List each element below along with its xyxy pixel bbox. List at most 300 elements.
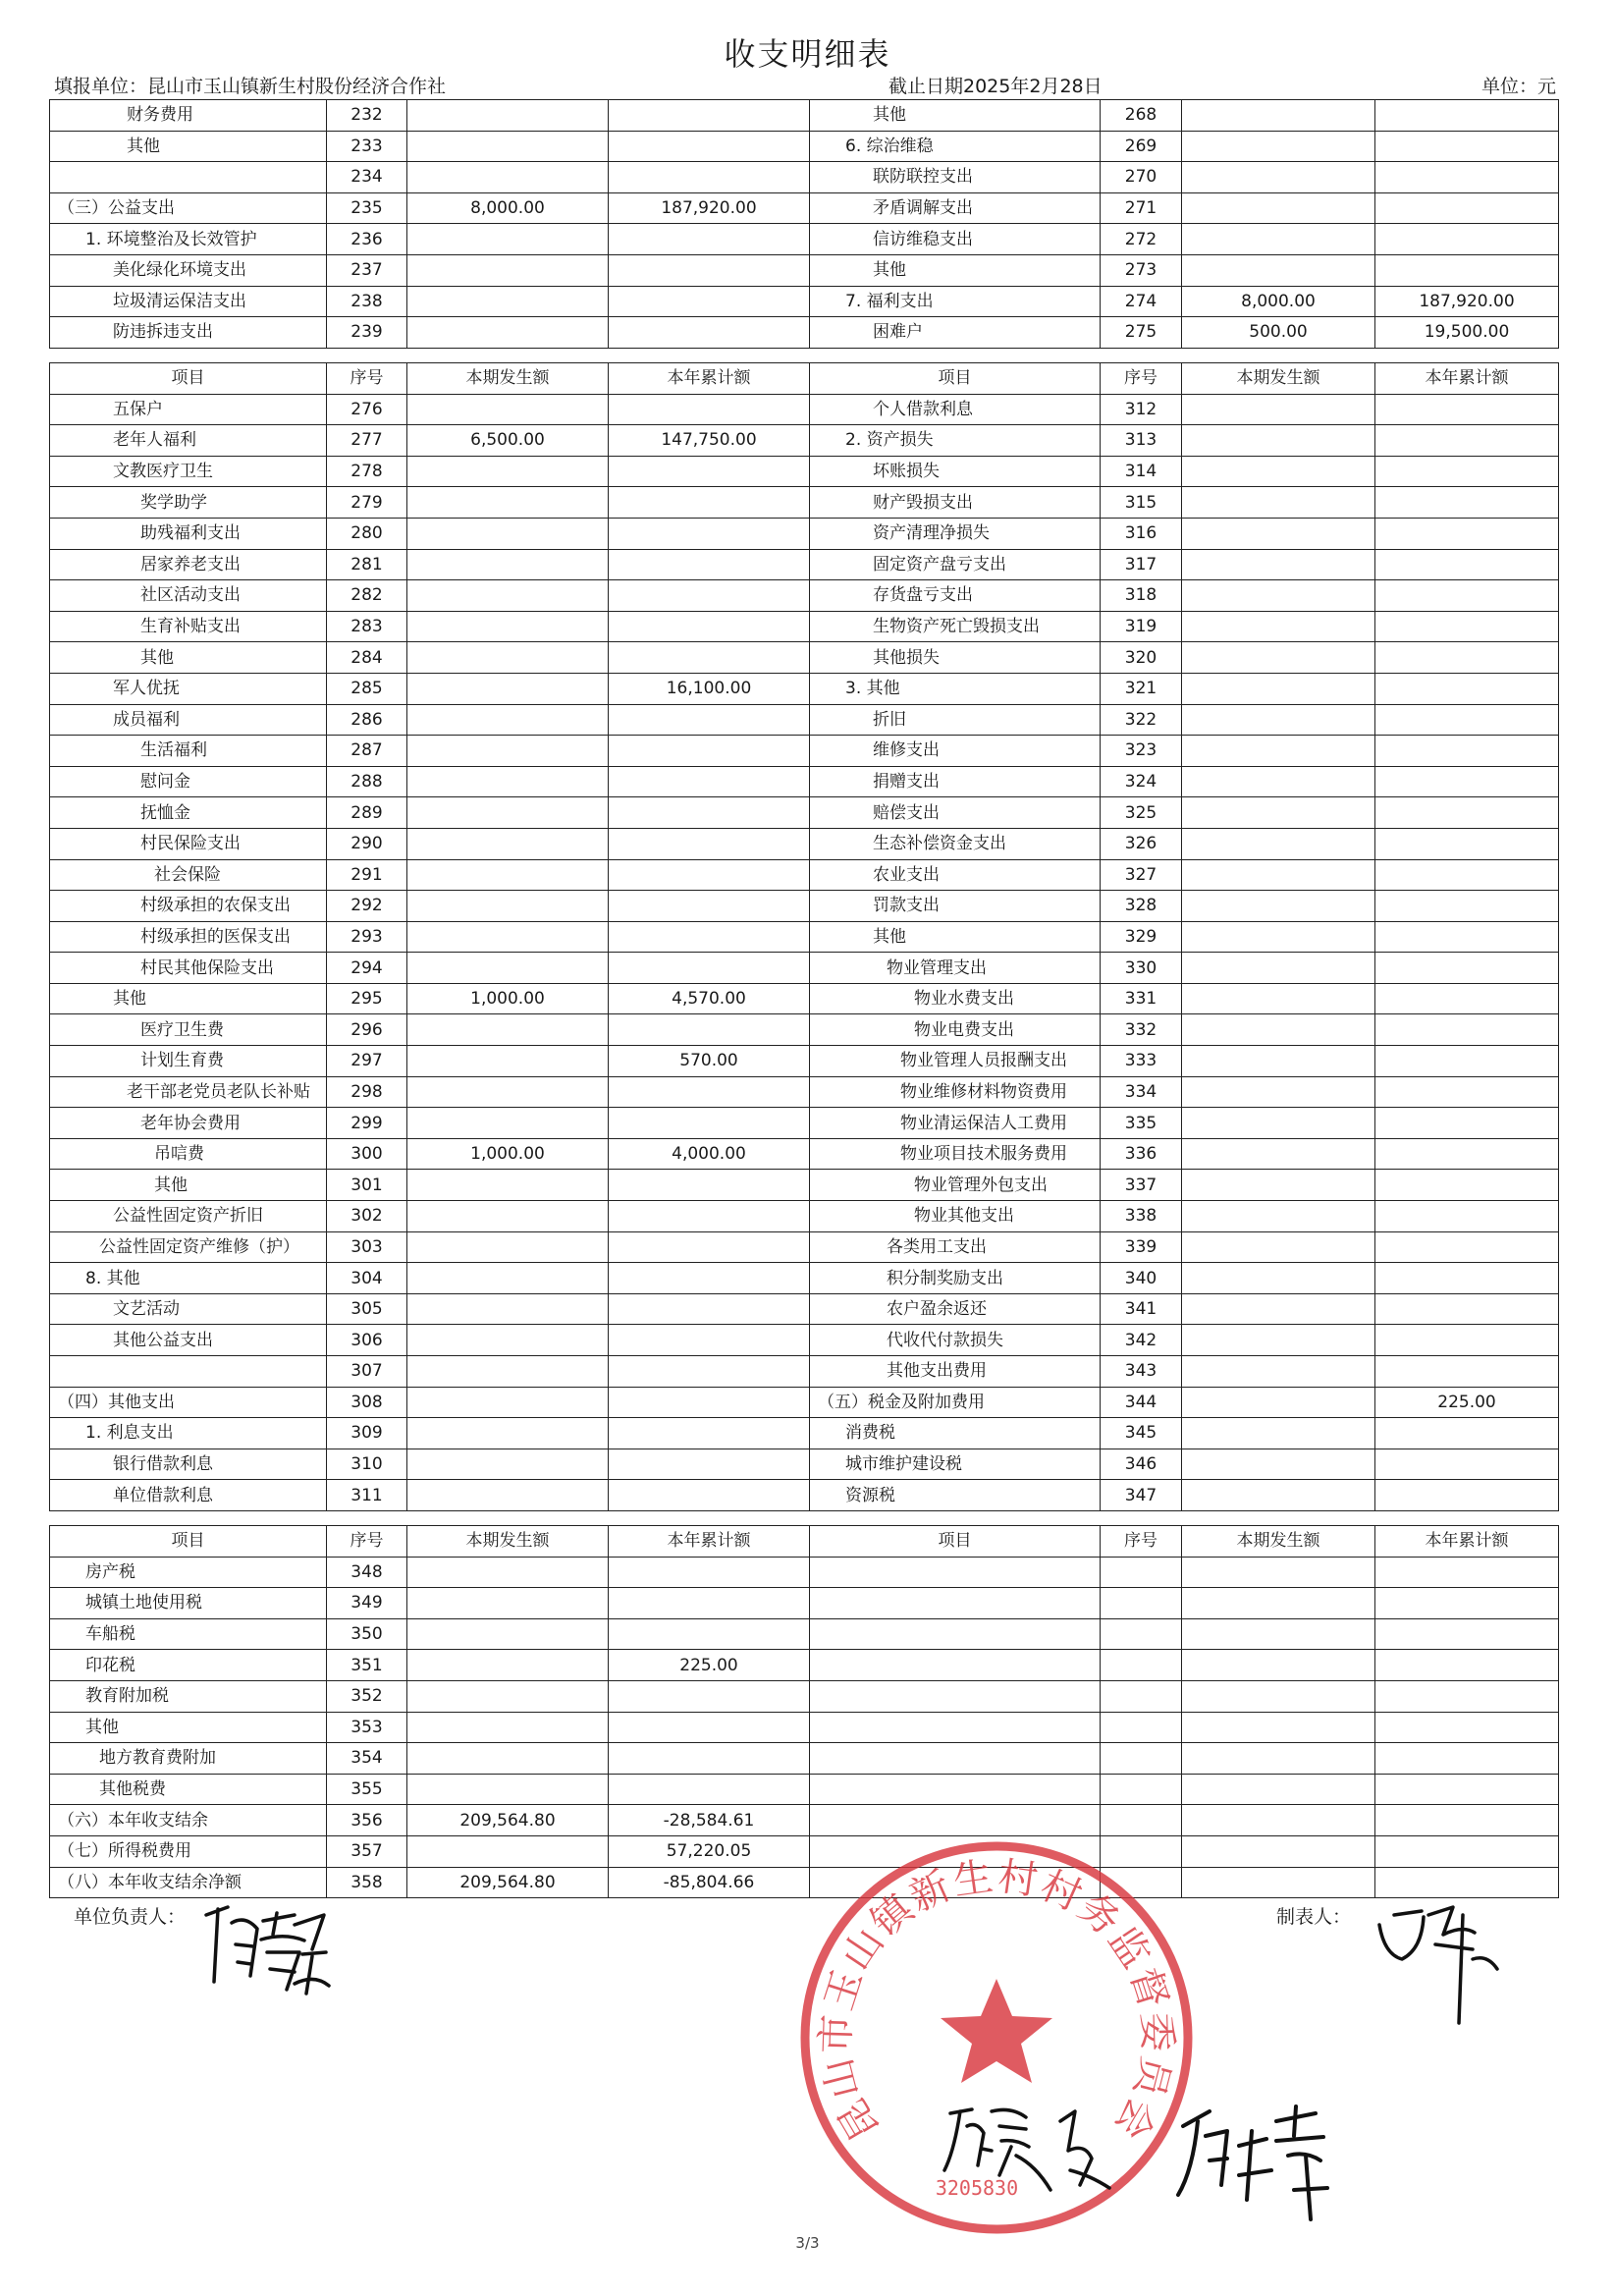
ytd-amount	[609, 1588, 810, 1619]
current-amount	[1182, 1835, 1375, 1867]
detail-table-2	[49, 362, 1559, 1511]
seq-number: 233	[327, 131, 407, 162]
column-header-ytd: 本年累计额	[609, 1526, 810, 1558]
current-amount	[1182, 254, 1375, 286]
item-name: 其他	[50, 1712, 327, 1743]
seq-number: 329	[1101, 921, 1182, 953]
table-row	[50, 254, 1559, 286]
column-header-ytd: 本年累计额	[609, 363, 810, 395]
current-amount	[1182, 766, 1375, 797]
seq-number: 292	[327, 891, 407, 922]
current-amount	[407, 736, 609, 767]
item-name: 村级承担的农保支出	[50, 891, 327, 922]
seq-number: 237	[327, 254, 407, 286]
ytd-amount	[609, 1170, 810, 1201]
item-name: 7. 福利支出	[810, 286, 1101, 317]
ytd-amount	[1375, 1650, 1559, 1681]
item-name: 吊唁费	[50, 1138, 327, 1170]
current-amount	[407, 1293, 609, 1325]
seq-number: 312	[1101, 394, 1182, 425]
column-header-current: 本期发生额	[1182, 363, 1375, 395]
item-name: 6. 综治维稳	[810, 131, 1101, 162]
current-amount	[1182, 1293, 1375, 1325]
current-amount	[407, 704, 609, 736]
current-amount	[407, 859, 609, 891]
current-amount: 209,564.80	[407, 1805, 609, 1836]
item-name: 代收代付款损失	[810, 1325, 1101, 1356]
table-row	[50, 1712, 1559, 1743]
item-name: 单位借款利息	[50, 1480, 327, 1511]
current-amount	[407, 1449, 609, 1480]
current-amount	[1182, 1618, 1375, 1650]
item-name: 村民保险支出	[50, 828, 327, 859]
item-name: （五）税金及附加费用	[810, 1387, 1101, 1418]
current-amount	[407, 1014, 609, 1046]
seq-number: 347	[1101, 1480, 1182, 1511]
table-row	[50, 1231, 1559, 1263]
item-name: 农业支出	[810, 859, 1101, 891]
table-row	[50, 704, 1559, 736]
ytd-amount	[1375, 1170, 1559, 1201]
seq-number: 270	[1101, 162, 1182, 193]
current-amount	[1182, 1805, 1375, 1836]
ytd-amount: 187,920.00	[609, 192, 810, 224]
ytd-amount	[609, 1076, 810, 1108]
current-amount	[407, 1108, 609, 1139]
seq-number: 349	[327, 1588, 407, 1619]
ytd-amount: 225.00	[609, 1650, 810, 1681]
seq-number: 354	[327, 1743, 407, 1775]
current-amount	[1182, 983, 1375, 1014]
seq-number: 278	[327, 456, 407, 487]
item-name: 消费税	[810, 1418, 1101, 1449]
current-amount	[407, 549, 609, 580]
ytd-amount	[609, 1712, 810, 1743]
table-row	[50, 580, 1559, 612]
table-row	[50, 224, 1559, 255]
item-name	[810, 1618, 1101, 1650]
ytd-amount	[609, 891, 810, 922]
current-amount	[407, 673, 609, 704]
seq-number: 317	[1101, 549, 1182, 580]
table-row	[50, 1046, 1559, 1077]
seq-number: 331	[1101, 983, 1182, 1014]
ytd-amount	[609, 1449, 810, 1480]
item-name: 村民其他保险支出	[50, 953, 327, 984]
table-row	[50, 983, 1559, 1014]
current-amount	[1182, 797, 1375, 829]
seq-number	[1101, 1557, 1182, 1588]
ytd-amount	[609, 1325, 810, 1356]
seq-number: 337	[1101, 1170, 1182, 1201]
current-amount	[1182, 859, 1375, 891]
current-amount	[407, 1325, 609, 1356]
item-name: 物业电费支出	[810, 1014, 1101, 1046]
seq-number: 296	[327, 1014, 407, 1046]
item-name: 地方教育费附加	[50, 1743, 327, 1775]
seq-number: 289	[327, 797, 407, 829]
current-amount	[1182, 828, 1375, 859]
seq-number: 343	[1101, 1356, 1182, 1388]
table-row	[50, 394, 1559, 425]
page-title: 收支明细表	[724, 35, 891, 73]
current-amount	[1182, 1138, 1375, 1170]
current-amount	[1182, 131, 1375, 162]
seq-number: 328	[1101, 891, 1182, 922]
ytd-amount: 225.00	[1375, 1387, 1559, 1418]
ytd-amount	[609, 1293, 810, 1325]
table-row	[50, 1867, 1559, 1898]
ytd-amount	[609, 518, 810, 549]
item-name: 社区活动支出	[50, 580, 327, 612]
table-row	[50, 1418, 1559, 1449]
table-row	[50, 1014, 1559, 1046]
ytd-amount	[609, 1356, 810, 1388]
stamp-ring-text: 昆山市玉山镇新生村村务监督委员会	[813, 1853, 1180, 2149]
signature-preparer	[1379, 1907, 1497, 2023]
item-name: 村级承担的医保支出	[50, 921, 327, 953]
item-name: 生物资产死亡毁损支出	[810, 611, 1101, 642]
ytd-amount	[609, 766, 810, 797]
item-name: 1. 利息支出	[50, 1418, 327, 1449]
current-amount	[407, 1557, 609, 1588]
item-name: 资产清理净损失	[810, 518, 1101, 549]
seq-number	[1101, 1835, 1182, 1867]
table-row	[50, 1356, 1559, 1388]
item-name: 生活福利	[50, 736, 327, 767]
seq-number: 308	[327, 1387, 407, 1418]
table-row	[50, 425, 1559, 457]
seq-number: 232	[327, 100, 407, 132]
current-amount	[407, 1618, 609, 1650]
seq-number: 300	[327, 1138, 407, 1170]
table-row	[50, 921, 1559, 953]
item-name: 物业管理人员报酬支出	[810, 1046, 1101, 1077]
table-row	[50, 1588, 1559, 1619]
seq-number: 306	[327, 1325, 407, 1356]
current-amount	[1182, 1387, 1375, 1418]
item-name: 垃圾清运保洁支出	[50, 286, 327, 317]
current-amount	[407, 891, 609, 922]
ytd-amount	[1375, 1557, 1559, 1588]
seq-number: 307	[327, 1356, 407, 1388]
seq-number	[1101, 1774, 1182, 1805]
seq-number: 333	[1101, 1046, 1182, 1077]
signature-leader	[206, 1907, 329, 1994]
table-row	[50, 1170, 1559, 1201]
table-row	[50, 642, 1559, 674]
current-amount	[1182, 549, 1375, 580]
ytd-amount	[1375, 1418, 1559, 1449]
seq-number: 284	[327, 642, 407, 674]
item-name: 信访维稳支出	[810, 224, 1101, 255]
item-name	[810, 1805, 1101, 1836]
signature-supervisor-2	[1178, 2106, 1327, 2219]
ytd-amount	[1375, 1774, 1559, 1805]
seq-number: 353	[327, 1712, 407, 1743]
seq-number: 234	[327, 162, 407, 193]
item-name: 财务费用	[50, 100, 327, 132]
table-row	[50, 1774, 1559, 1805]
table-row	[50, 162, 1559, 193]
seq-number: 310	[327, 1449, 407, 1480]
current-amount	[407, 254, 609, 286]
current-amount	[1182, 580, 1375, 612]
seq-number: 299	[327, 1108, 407, 1139]
signature-supervisor-1	[944, 2109, 1109, 2190]
column-header-seq: 序号	[1101, 1526, 1182, 1558]
ytd-amount	[609, 162, 810, 193]
ytd-amount	[1375, 1356, 1559, 1388]
seq-number: 339	[1101, 1231, 1182, 1263]
item-name: 文艺活动	[50, 1293, 327, 1325]
ytd-amount	[609, 797, 810, 829]
seq-number: 323	[1101, 736, 1182, 767]
item-name	[810, 1650, 1101, 1681]
item-name	[810, 1712, 1101, 1743]
seq-number: 301	[327, 1170, 407, 1201]
table-row	[50, 1449, 1559, 1480]
seq-number: 235	[327, 192, 407, 224]
seq-number: 298	[327, 1076, 407, 1108]
ytd-amount	[1375, 1588, 1559, 1619]
seq-number: 268	[1101, 100, 1182, 132]
item-name: 困难户	[810, 317, 1101, 349]
seq-number: 302	[327, 1201, 407, 1232]
current-amount	[1182, 518, 1375, 549]
ytd-amount	[1375, 1449, 1559, 1480]
item-name: 生育补贴支出	[50, 611, 327, 642]
item-name: （六）本年收支结余	[50, 1805, 327, 1836]
table-row	[50, 1325, 1559, 1356]
seq-number: 340	[1101, 1263, 1182, 1294]
item-name: 其他	[810, 921, 1101, 953]
table-row	[50, 286, 1559, 317]
column-header-current: 本期发生额	[407, 1526, 609, 1558]
seq-number: 295	[327, 983, 407, 1014]
current-amount: 6,500.00	[407, 425, 609, 457]
ytd-amount	[609, 1263, 810, 1294]
item-name: 捐赠支出	[810, 766, 1101, 797]
table-row	[50, 317, 1559, 349]
ytd-amount: 147,750.00	[609, 425, 810, 457]
item-name: 物业水费支出	[810, 983, 1101, 1014]
item-name	[50, 162, 327, 193]
table-row	[50, 1680, 1559, 1712]
item-name: 其他	[50, 131, 327, 162]
ytd-amount	[1375, 1835, 1559, 1867]
seq-number: 288	[327, 766, 407, 797]
current-amount	[1182, 224, 1375, 255]
ytd-amount	[1375, 394, 1559, 425]
ytd-amount	[609, 642, 810, 674]
item-name: 3. 其他	[810, 673, 1101, 704]
current-amount	[1182, 100, 1375, 132]
seq-number: 272	[1101, 224, 1182, 255]
item-name: 固定资产盘亏支出	[810, 549, 1101, 580]
item-name: 其他税费	[50, 1774, 327, 1805]
ytd-amount	[609, 1743, 810, 1775]
item-name: 其他	[50, 1170, 327, 1201]
ytd-amount	[609, 131, 810, 162]
column-header-seq: 序号	[327, 1526, 407, 1558]
seq-number: 356	[327, 1805, 407, 1836]
current-amount	[1182, 1712, 1375, 1743]
current-amount	[1182, 1867, 1375, 1898]
ytd-amount	[1375, 1867, 1559, 1898]
current-amount	[407, 1170, 609, 1201]
current-amount	[407, 797, 609, 829]
table-header-row	[50, 1526, 1559, 1558]
ytd-amount	[1375, 673, 1559, 704]
ytd-amount	[609, 286, 810, 317]
item-name: 城市维护建设税	[810, 1449, 1101, 1480]
seq-number: 287	[327, 736, 407, 767]
table-row	[50, 1201, 1559, 1232]
item-name: 其他	[50, 642, 327, 674]
current-amount	[407, 1387, 609, 1418]
seq-number	[1101, 1867, 1182, 1898]
item-name: 慰问金	[50, 766, 327, 797]
ytd-amount	[1375, 1805, 1559, 1836]
item-name: 其他	[810, 100, 1101, 132]
ytd-amount: 570.00	[609, 1046, 810, 1077]
current-amount	[407, 1201, 609, 1232]
table-row	[50, 828, 1559, 859]
table-row	[50, 736, 1559, 767]
seq-number: 319	[1101, 611, 1182, 642]
ytd-amount	[1375, 921, 1559, 953]
item-name: 成员福利	[50, 704, 327, 736]
ytd-amount	[1375, 192, 1559, 224]
table-row	[50, 1293, 1559, 1325]
seq-number: 338	[1101, 1201, 1182, 1232]
current-amount	[407, 1263, 609, 1294]
stamp-code: 3205830	[935, 2176, 1019, 2200]
seq-number: 332	[1101, 1014, 1182, 1046]
item-name: 物业维修材料物资费用	[810, 1076, 1101, 1108]
ytd-amount	[1375, 254, 1559, 286]
ytd-amount	[609, 549, 810, 580]
current-amount	[1182, 1774, 1375, 1805]
item-name: （三）公益支出	[50, 192, 327, 224]
ytd-amount: 4,000.00	[609, 1138, 810, 1170]
current-amount	[1182, 1076, 1375, 1108]
column-header-item: 项目	[50, 1526, 327, 1558]
current-amount: 1,000.00	[407, 1138, 609, 1170]
item-name: 计划生育费	[50, 1046, 327, 1077]
seq-number: 351	[327, 1650, 407, 1681]
item-name: 美化绿化环境支出	[50, 254, 327, 286]
ytd-amount	[1375, 642, 1559, 674]
current-amount: 1,000.00	[407, 983, 609, 1014]
current-amount	[407, 1231, 609, 1263]
seq-number: 330	[1101, 953, 1182, 984]
ytd-amount	[609, 394, 810, 425]
column-header-seq: 序号	[1101, 363, 1182, 395]
table-row	[50, 859, 1559, 891]
seq-number: 239	[327, 317, 407, 349]
seq-number: 325	[1101, 797, 1182, 829]
ytd-amount	[1375, 1231, 1559, 1263]
item-name: 抚恤金	[50, 797, 327, 829]
item-name: 维修支出	[810, 736, 1101, 767]
seq-number	[1101, 1743, 1182, 1775]
current-amount	[407, 1480, 609, 1511]
seq-number	[1101, 1618, 1182, 1650]
seq-number	[1101, 1805, 1182, 1836]
column-header-item: 项目	[50, 363, 327, 395]
unit-leader-label: 单位负责人：	[74, 1906, 187, 1928]
item-name: 2. 资产损失	[810, 425, 1101, 457]
ytd-amount	[609, 317, 810, 349]
item-name: 罚款支出	[810, 891, 1101, 922]
table-row	[50, 1650, 1559, 1681]
item-name: 物业管理支出	[810, 953, 1101, 984]
seq-number: 290	[327, 828, 407, 859]
ytd-amount	[1375, 1108, 1559, 1139]
ytd-amount	[609, 456, 810, 487]
cutoff-date: 截止日期2025年2月28日	[888, 76, 1103, 97]
table-row	[50, 1108, 1559, 1139]
table-row	[50, 797, 1559, 829]
item-name: 坏账损失	[810, 456, 1101, 487]
column-header-seq: 序号	[327, 363, 407, 395]
item-name: 其他	[50, 983, 327, 1014]
ytd-amount	[1375, 456, 1559, 487]
current-amount	[1182, 736, 1375, 767]
current-amount	[407, 1712, 609, 1743]
ytd-amount	[1375, 224, 1559, 255]
ytd-amount	[1375, 736, 1559, 767]
item-name: 生态补偿资金支出	[810, 828, 1101, 859]
current-amount	[407, 224, 609, 255]
ytd-amount	[1375, 1480, 1559, 1511]
item-name: 物业清运保洁人工费用	[810, 1108, 1101, 1139]
current-amount	[407, 828, 609, 859]
column-header-item: 项目	[810, 1526, 1101, 1558]
item-name: 老年协会费用	[50, 1108, 327, 1139]
ytd-amount	[609, 921, 810, 953]
current-amount	[407, 611, 609, 642]
item-name: 其他支出费用	[810, 1356, 1101, 1388]
seq-number: 324	[1101, 766, 1182, 797]
current-amount	[407, 1046, 609, 1077]
ytd-amount	[609, 1418, 810, 1449]
ytd-amount	[1375, 1201, 1559, 1232]
item-name: 联防联控支出	[810, 162, 1101, 193]
item-name: 资源税	[810, 1480, 1101, 1511]
current-amount	[1182, 1014, 1375, 1046]
ytd-amount	[1375, 487, 1559, 519]
current-amount	[407, 1743, 609, 1775]
table-row	[50, 1557, 1559, 1588]
current-amount	[1182, 891, 1375, 922]
current-amount	[1182, 642, 1375, 674]
item-name: 赔偿支出	[810, 797, 1101, 829]
item-name: （八）本年收支结余净额	[50, 1867, 327, 1898]
ytd-amount	[609, 1480, 810, 1511]
ytd-amount	[1375, 704, 1559, 736]
ytd-amount	[609, 254, 810, 286]
ytd-amount	[1375, 828, 1559, 859]
item-name: 8. 其他	[50, 1263, 327, 1294]
ytd-amount	[609, 1014, 810, 1046]
seq-number	[1101, 1588, 1182, 1619]
table-row	[50, 953, 1559, 984]
table-row	[50, 1618, 1559, 1650]
ytd-amount	[609, 1557, 810, 1588]
